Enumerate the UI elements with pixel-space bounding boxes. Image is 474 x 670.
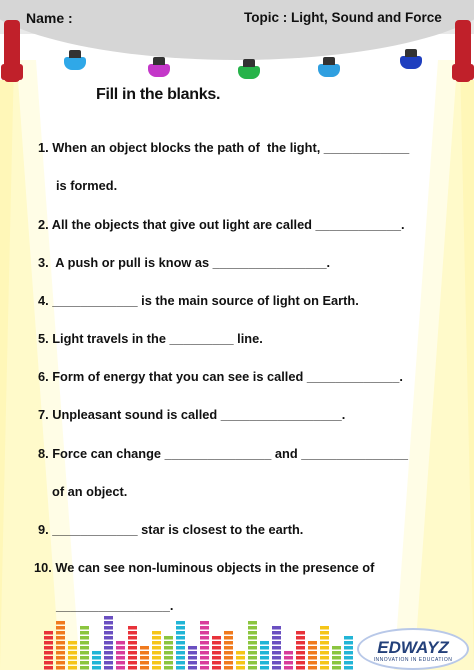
equalizer-segment xyxy=(164,636,173,640)
equalizer-segment xyxy=(272,631,281,635)
equalizer-segment xyxy=(104,651,113,655)
equalizer-segment xyxy=(200,666,209,670)
equalizer-segment xyxy=(308,651,317,655)
equalizer-segment xyxy=(152,646,161,650)
name-label: Name : xyxy=(26,10,73,26)
equalizer-segment xyxy=(248,636,257,640)
question-2: 2. All the objects that give out light are called ____________. xyxy=(38,217,405,232)
stage-lamp-icon xyxy=(238,66,260,79)
equalizer-segment xyxy=(56,631,65,635)
equalizer-segment xyxy=(104,666,113,670)
equalizer-segment xyxy=(152,661,161,665)
equalizer-segment xyxy=(248,626,257,630)
equalizer-segment xyxy=(272,641,281,645)
equalizer-segment xyxy=(176,651,185,655)
equalizer-segment xyxy=(344,651,353,655)
equalizer-segment xyxy=(296,631,305,635)
equalizer-segment xyxy=(140,661,149,665)
equalizer-segment xyxy=(140,646,149,650)
equalizer-segment xyxy=(308,656,317,660)
equalizer-segment xyxy=(56,666,65,670)
equalizer-segment xyxy=(344,646,353,650)
equalizer-segment xyxy=(92,656,101,660)
equalizer-segment xyxy=(272,651,281,655)
equalizer-segment xyxy=(104,616,113,620)
equalizer-segment xyxy=(236,656,245,660)
equalizer-segment xyxy=(56,646,65,650)
equalizer-segment xyxy=(212,646,221,650)
equalizer-segment xyxy=(320,636,329,640)
equalizer-segment xyxy=(260,646,269,650)
equalizer-segment xyxy=(128,661,137,665)
equalizer-segment xyxy=(332,646,341,650)
equalizer-segment xyxy=(164,666,173,670)
equalizer-segment xyxy=(212,636,221,640)
equalizer-segment xyxy=(80,631,89,635)
equalizer-segment xyxy=(320,656,329,660)
equalizer-segment xyxy=(320,631,329,635)
equalizer-segment xyxy=(176,656,185,660)
question-8-continued: of an object. xyxy=(52,484,128,499)
equalizer-segment xyxy=(260,656,269,660)
equalizer-segment xyxy=(68,656,77,660)
equalizer-segment xyxy=(344,636,353,640)
equalizer-segment xyxy=(248,656,257,660)
equalizer-segment xyxy=(344,656,353,660)
equalizer-segment xyxy=(236,661,245,665)
equalizer-segment xyxy=(104,621,113,625)
right-torch-icon xyxy=(455,20,471,82)
equalizer-segment xyxy=(320,641,329,645)
equalizer-segment xyxy=(344,666,353,670)
equalizer-segment xyxy=(68,651,77,655)
equalizer-segment xyxy=(80,651,89,655)
question-3: 3. A push or pull is know as ________________. xyxy=(38,255,331,270)
equalizer-segment xyxy=(116,661,125,665)
equalizer-segment xyxy=(200,626,209,630)
equalizer-segment xyxy=(128,646,137,650)
equalizer-segment xyxy=(176,621,185,625)
logo-tagline: INNOVATION IN EDUCATION xyxy=(373,657,453,663)
equalizer-segment xyxy=(152,631,161,635)
equalizer-segment xyxy=(320,651,329,655)
equalizer-segment xyxy=(104,646,113,650)
equalizer-segment xyxy=(56,621,65,625)
equalizer-segment xyxy=(320,666,329,670)
equalizer-segment xyxy=(224,641,233,645)
equalizer-segment xyxy=(164,651,173,655)
equalizer-segment xyxy=(200,636,209,640)
equalizer-segment xyxy=(248,646,257,650)
equalizer-segment xyxy=(128,666,137,670)
equalizer-segment xyxy=(44,646,53,650)
equalizer-segment xyxy=(104,636,113,640)
equalizer-segment xyxy=(128,641,137,645)
equalizer-segment xyxy=(116,666,125,670)
equalizer-segment xyxy=(104,656,113,660)
worksheet-title: Fill in the blanks. xyxy=(96,86,221,103)
equalizer-segment xyxy=(188,656,197,660)
equalizer-segment xyxy=(260,651,269,655)
equalizer-segment xyxy=(128,636,137,640)
equalizer-segment xyxy=(152,636,161,640)
equalizer-segment xyxy=(68,661,77,665)
equalizer-segment xyxy=(164,656,173,660)
equalizer-segment xyxy=(92,666,101,670)
equalizer-segment xyxy=(128,631,137,635)
stage-lamp-icon xyxy=(400,56,422,69)
equalizer-segment xyxy=(44,631,53,635)
equalizer-segment xyxy=(248,641,257,645)
equalizer-segment xyxy=(200,661,209,665)
equalizer-segment xyxy=(116,646,125,650)
equalizer-segment xyxy=(272,626,281,630)
equalizer-segment xyxy=(224,631,233,635)
equalizer-segment xyxy=(128,651,137,655)
question-10: 10. We can see non-luminous objects in the presence of xyxy=(34,560,375,575)
equalizer-segment xyxy=(44,666,53,670)
equalizer-segment xyxy=(56,651,65,655)
equalizer-segment xyxy=(200,656,209,660)
equalizer-segment xyxy=(104,631,113,635)
equalizer-segment xyxy=(116,656,125,660)
equalizer-segment xyxy=(80,641,89,645)
equalizer-segment xyxy=(272,666,281,670)
equalizer-segment xyxy=(176,631,185,635)
equalizer-segment xyxy=(176,646,185,650)
equalizer-segment xyxy=(188,646,197,650)
stage-lamp-icon xyxy=(148,64,170,77)
equalizer-segment xyxy=(188,651,197,655)
equalizer-segment xyxy=(224,646,233,650)
equalizer-segment xyxy=(260,641,269,645)
stage-lamp-icon xyxy=(318,64,340,77)
equalizer-segment xyxy=(224,656,233,660)
equalizer-segment xyxy=(296,646,305,650)
equalizer-segment xyxy=(104,641,113,645)
equalizer-segment xyxy=(44,641,53,645)
stage-lamp-icon xyxy=(64,57,86,70)
equalizer-segment xyxy=(320,661,329,665)
equalizer-segment xyxy=(344,641,353,645)
equalizer-segment xyxy=(224,661,233,665)
equalizer-segment xyxy=(236,666,245,670)
equalizer-segment xyxy=(128,656,137,660)
equalizer-segment xyxy=(164,661,173,665)
equalizer-segment xyxy=(284,661,293,665)
equalizer-segment xyxy=(80,661,89,665)
equalizer-segment xyxy=(140,651,149,655)
equalizer-segment xyxy=(212,661,221,665)
question-7: 7. Unpleasant sound is called _________________. xyxy=(38,407,346,422)
equalizer-segment xyxy=(260,661,269,665)
equalizer-segment xyxy=(116,651,125,655)
equalizer-segment xyxy=(260,666,269,670)
equalizer-segment xyxy=(92,661,101,665)
equalizer-segment xyxy=(296,641,305,645)
equalizer-segment xyxy=(248,651,257,655)
equalizer-segment xyxy=(164,646,173,650)
equalizer-segment xyxy=(308,646,317,650)
equalizer-segment xyxy=(212,651,221,655)
equalizer-segment xyxy=(56,626,65,630)
equalizer-segment xyxy=(296,636,305,640)
question-10-continued: ________________. xyxy=(56,598,174,613)
equalizer-segment xyxy=(152,656,161,660)
equalizer-segment xyxy=(212,666,221,670)
equalizer-segment xyxy=(224,651,233,655)
equalizer-segment xyxy=(344,661,353,665)
equalizer-segment xyxy=(92,651,101,655)
equalizer-segment xyxy=(248,631,257,635)
equalizer-segment xyxy=(176,641,185,645)
equalizer-segment xyxy=(164,641,173,645)
equalizer-segment xyxy=(332,651,341,655)
equalizer-segment xyxy=(44,656,53,660)
equalizer-segment xyxy=(176,666,185,670)
equalizer-segment xyxy=(104,661,113,665)
equalizer-segment xyxy=(56,656,65,660)
equalizer-segment xyxy=(140,666,149,670)
equalizer-segment xyxy=(224,666,233,670)
equalizer-segment xyxy=(56,636,65,640)
equalizer-segment xyxy=(308,641,317,645)
equalizer-segment xyxy=(188,661,197,665)
equalizer-segment xyxy=(200,651,209,655)
equalizer-segment xyxy=(332,666,341,670)
question-6: 6. Form of energy that you can see is called _____________. xyxy=(38,369,403,384)
equalizer-segment xyxy=(188,666,197,670)
equalizer-segment xyxy=(140,656,149,660)
logo-brand: EDWAYZ xyxy=(377,638,449,657)
equalizer-segment xyxy=(308,666,317,670)
equalizer-segment xyxy=(44,661,53,665)
equalizer-segment xyxy=(272,636,281,640)
equalizer-segment xyxy=(284,656,293,660)
equalizer-segment xyxy=(320,626,329,630)
equalizer-segment xyxy=(116,641,125,645)
question-9: 9. ____________ star is closest to the earth. xyxy=(38,522,304,537)
equalizer-segment xyxy=(248,621,257,625)
equalizer-segment xyxy=(236,651,245,655)
question-4: 4. ____________ is the main source of light on Earth. xyxy=(38,293,359,308)
equalizer-segment xyxy=(152,641,161,645)
question-1-continued: is formed. xyxy=(56,178,118,193)
equalizer-segment xyxy=(44,651,53,655)
equalizer-segment xyxy=(68,641,77,645)
equalizer-segment xyxy=(296,656,305,660)
equalizer-segment xyxy=(284,651,293,655)
edwayz-logo xyxy=(357,628,469,670)
equalizer-segment xyxy=(152,651,161,655)
question-8: 8. Force can change _______________ and _______________ xyxy=(38,446,408,461)
equalizer-segment xyxy=(212,641,221,645)
question-5: 5. Light travels in the _________ line. xyxy=(38,331,263,346)
equalizer-segment xyxy=(272,656,281,660)
topic-label: Topic : Light, Sound and Force xyxy=(244,10,442,25)
equalizer-segment xyxy=(200,646,209,650)
equalizer-segment xyxy=(296,651,305,655)
equalizer-segment xyxy=(272,646,281,650)
left-torch-icon xyxy=(4,20,20,82)
equalizer-segment xyxy=(248,666,257,670)
equalizer-segment xyxy=(248,661,257,665)
question-1: 1. When an object blocks the path of the light, ____________ xyxy=(38,140,410,155)
equalizer-segment xyxy=(176,636,185,640)
equalizer-segment xyxy=(176,626,185,630)
equalizer-segment xyxy=(128,626,137,630)
equalizer-segment xyxy=(44,636,53,640)
equalizer-segment xyxy=(308,661,317,665)
equalizer-segment xyxy=(104,626,113,630)
equalizer-segment xyxy=(284,666,293,670)
equalizer-segment xyxy=(200,621,209,625)
equalizer-segment xyxy=(332,656,341,660)
equalizer-segment xyxy=(80,626,89,630)
equalizer-segment xyxy=(176,661,185,665)
equalizer-segment xyxy=(80,636,89,640)
equalizer-segment xyxy=(80,666,89,670)
equalizer-segment xyxy=(68,666,77,670)
equalizer-segment xyxy=(296,661,305,665)
equalizer-segment xyxy=(80,656,89,660)
equalizer-segment xyxy=(56,641,65,645)
equalizer-segment xyxy=(200,641,209,645)
equalizer-segment xyxy=(200,631,209,635)
equalizer-segment xyxy=(320,646,329,650)
equalizer-segment xyxy=(80,646,89,650)
equalizer-segment xyxy=(212,656,221,660)
equalizer-segment xyxy=(296,666,305,670)
equalizer-segment xyxy=(152,666,161,670)
equalizer-segment xyxy=(272,661,281,665)
equalizer-segment xyxy=(332,661,341,665)
equalizer-segment xyxy=(224,636,233,640)
equalizer-segment xyxy=(68,646,77,650)
equalizer-segment xyxy=(56,661,65,665)
